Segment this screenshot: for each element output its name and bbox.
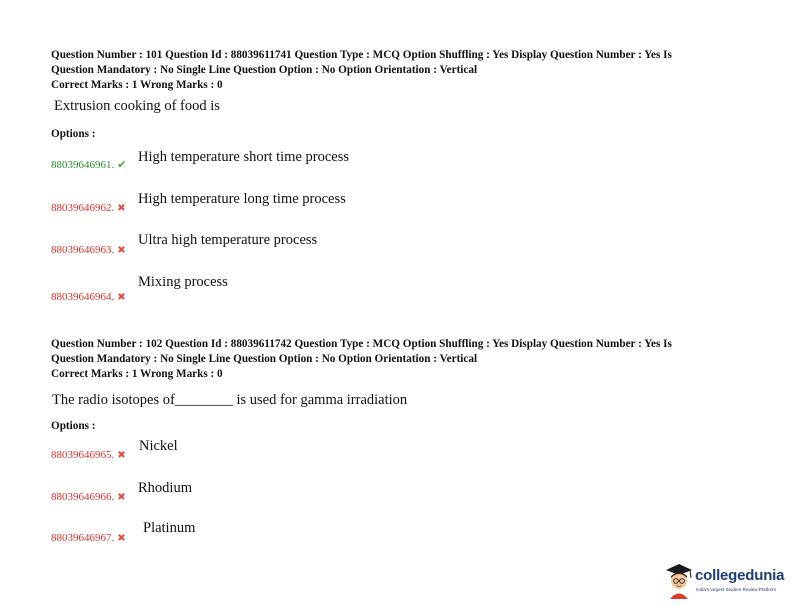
- option-row: [51, 155, 129, 173]
- question-text: Extrusion cooking of food is: [54, 98, 220, 114]
- option-id: 88039646963.: [51, 244, 115, 256]
- logo-wordmark: collegedunia: [695, 567, 785, 584]
- question-meta-line2: Question Mandatory : No Single Line Question Option : No Option Orientation : Vertical: [51, 64, 478, 76]
- option-id: 88039646967.: [51, 532, 115, 544]
- option-id: 88039646964.: [51, 291, 115, 303]
- option-text: Rhodium: [138, 480, 192, 496]
- student-mascot-icon: [664, 561, 694, 599]
- logo-tagline: India's largest Student Review Platform: [696, 587, 777, 592]
- check-icon: ✔: [117, 159, 127, 171]
- option-row: [51, 487, 129, 505]
- collegedunia-logo: [664, 561, 786, 601]
- option-text: Mixing process: [138, 274, 228, 290]
- question-marks: Correct Marks : 1 Wrong Marks : 0: [51, 368, 223, 380]
- option-text: High temperature long time process: [138, 191, 346, 207]
- question-meta-line2: Question Mandatory : No Single Line Question Option : No Option Orientation : Vertical: [51, 353, 478, 365]
- question-marks: Correct Marks : 1 Wrong Marks : 0: [51, 79, 223, 91]
- cross-icon: ✖: [117, 245, 126, 256]
- question-text: The radio isotopes of________ is used for gamma irradiation: [52, 392, 408, 408]
- cross-icon: ✖: [117, 450, 126, 461]
- question-meta-line1: Question Number : 102 Question Id : 88039611742 Question Type : MCQ Option Shuffling : Yes Display Question Number : Yes Is: [51, 338, 672, 350]
- cross-icon: ✖: [117, 492, 126, 503]
- question-101-meta: [51, 48, 751, 93]
- option-text: Platinum: [143, 520, 196, 536]
- option-text: Ultra high temperature process: [138, 232, 318, 248]
- question-102-meta: [51, 337, 751, 382]
- options-label: Options :: [51, 420, 96, 432]
- option-id: 88039646966.: [51, 491, 115, 503]
- option-text: Nickel: [139, 438, 178, 454]
- option-row: [51, 445, 129, 463]
- option-row: [51, 240, 129, 258]
- cross-icon: ✖: [117, 533, 126, 544]
- options-label: Options :: [51, 128, 96, 140]
- option-row: [51, 287, 129, 305]
- cross-icon: ✖: [117, 203, 126, 214]
- option-id: 88039646961.: [51, 159, 115, 171]
- option-row: [51, 528, 129, 546]
- option-row: [51, 198, 129, 216]
- option-id: 88039646962.: [51, 202, 115, 214]
- cross-icon: ✖: [117, 292, 126, 303]
- option-id: 88039646965.: [51, 449, 115, 461]
- question-meta-line1: Question Number : 101 Question Id : 88039611741 Question Type : MCQ Option Shuffling : Yes Display Question Number : Yes Is: [51, 49, 672, 61]
- option-text: High temperature short time process: [138, 149, 349, 165]
